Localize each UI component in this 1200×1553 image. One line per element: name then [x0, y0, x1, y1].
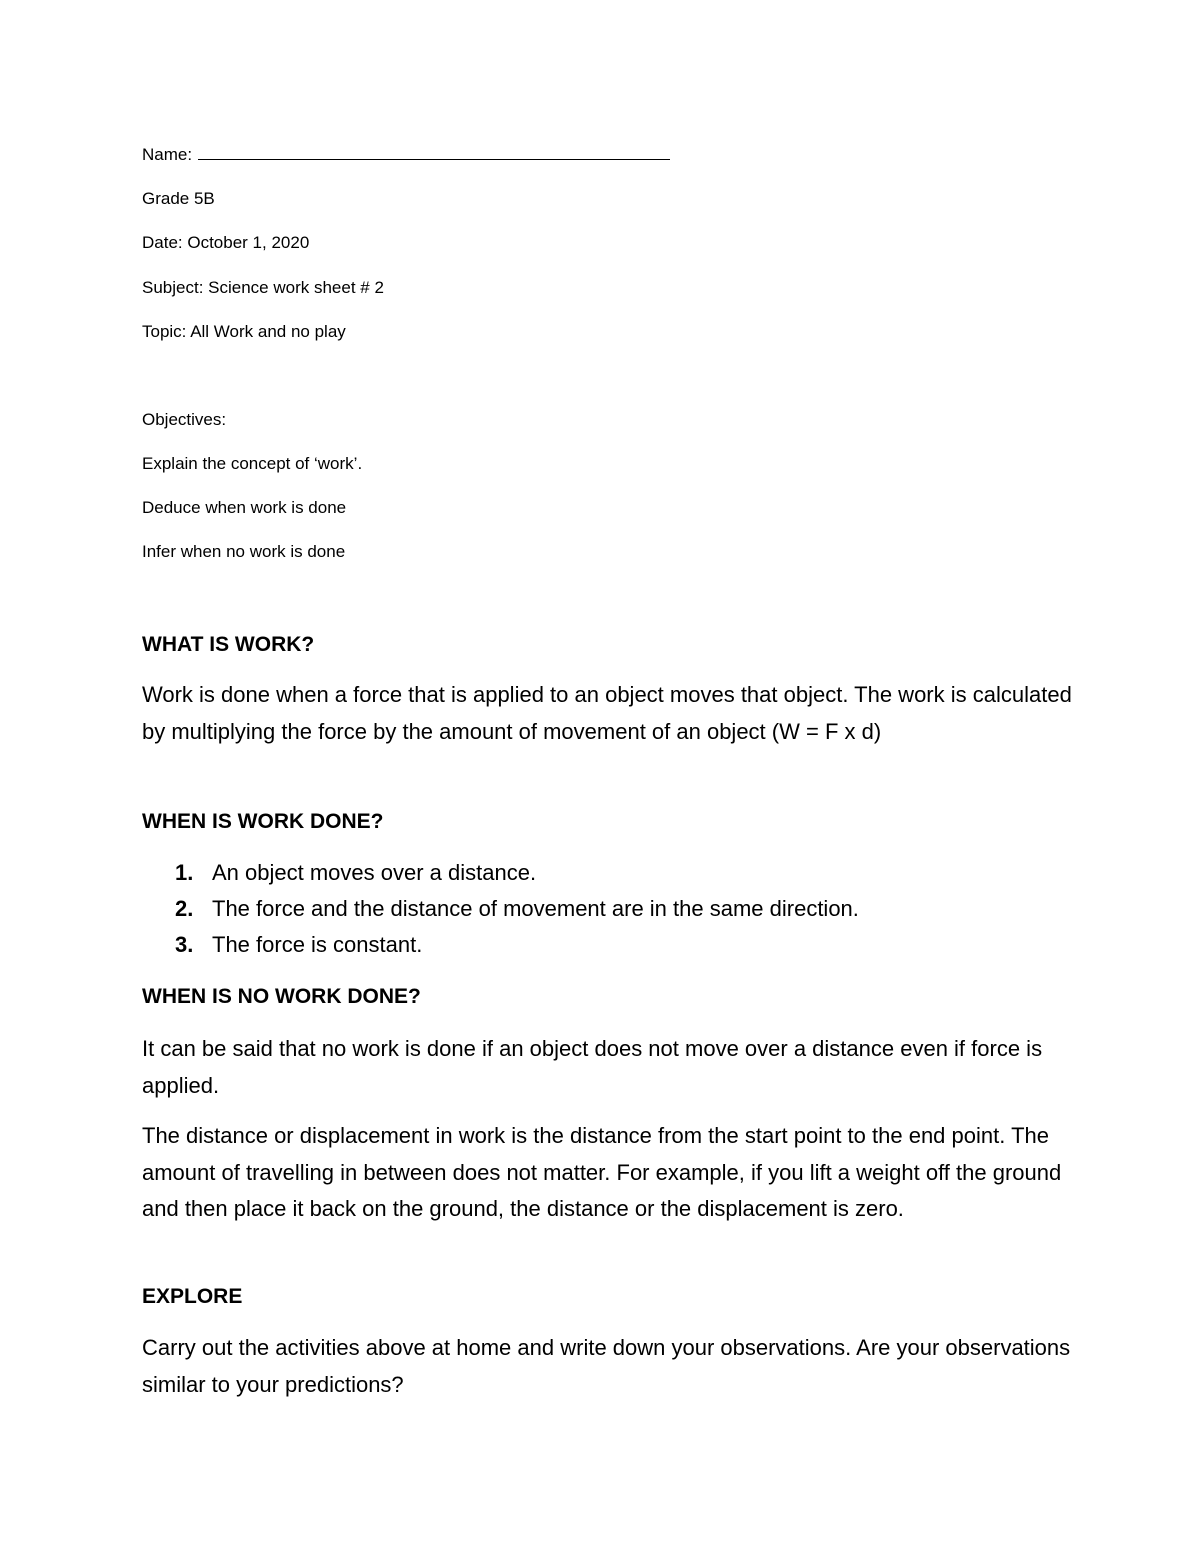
grade-line: Grade 5B: [142, 189, 215, 208]
name-label: Name:: [142, 145, 193, 164]
objective-item: Infer when no work is done: [142, 542, 346, 561]
objective-item: Explain the concept of ‘work’.: [142, 454, 363, 473]
name-field: [142, 144, 670, 166]
what-is-work-heading: WHAT IS WORK?: [142, 633, 315, 656]
explore-paragraph: Carry out the activities above at home and write down your observations. Are your observations similar to your predictions?: [142, 1335, 1071, 1397]
no-work-paragraph: It can be said that no work is done if an object does not move over a distance even if force is applied.: [142, 1036, 1043, 1098]
displacement-paragraph: The distance or displacement in work is the distance from the start point to the end point. The amount of travelling in between does not matter. For example, if you lift a weight off the ground and then place it back on the ground, the distance or the displacement is zero.: [142, 1123, 1062, 1221]
date-line: Date: October 1, 2020: [142, 233, 310, 252]
list-item-text: The force and the distance of movement are in the same direction.: [212, 896, 859, 921]
what-is-work-paragraph: Work is done when a force that is applied to an object moves that object. The work is calculated by multiplying the force by the amount of movement of an object (W = F x d): [142, 682, 1072, 744]
list-item-text: The force is constant.: [212, 932, 423, 957]
objective-item: Deduce when work is done: [142, 498, 347, 517]
when-is-no-work-done-heading: WHEN IS NO WORK DONE?: [142, 985, 421, 1008]
list-item: [142, 927, 859, 963]
when-is-work-done-heading: WHEN IS WORK DONE?: [142, 810, 384, 833]
list-item: [142, 855, 859, 891]
explore-heading: EXPLORE: [142, 1285, 243, 1308]
list-item-text: An object moves over a distance.: [212, 860, 537, 885]
list-number: 1.: [175, 860, 194, 885]
name-blank-line: [198, 158, 670, 160]
list-number: 3.: [175, 932, 194, 957]
subject-line: Subject: Science work sheet # 2: [142, 278, 384, 297]
objectives-title: Objectives:: [142, 410, 227, 429]
topic-line: Topic: All Work and no play: [142, 322, 346, 341]
list-item: [142, 891, 859, 927]
work-done-list: [142, 855, 859, 963]
list-number: 2.: [175, 896, 194, 921]
